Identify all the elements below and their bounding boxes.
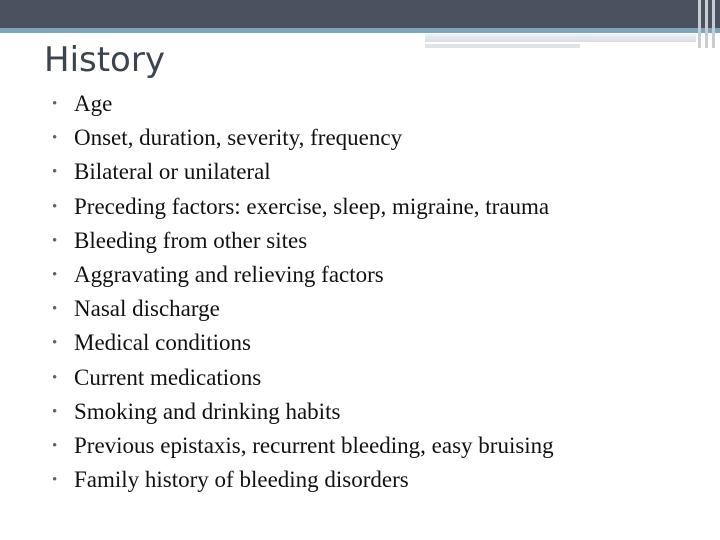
bullet-item	[52, 224, 712, 258]
bullet-text: Preceding factors: exercise, sleep, migraine, trauma	[74, 193, 550, 219]
bullet-text: Bilateral or unilateral	[74, 159, 271, 185]
bullet-item	[52, 326, 712, 360]
corner-accent-stripes	[696, 0, 720, 48]
bullet-item	[52, 258, 712, 292]
bullet-item	[52, 395, 712, 429]
bullet-text: Bleeding from other sites	[74, 227, 308, 253]
bullet-text: Medical conditions	[74, 330, 251, 356]
bullet-icon: •	[52, 472, 58, 489]
bullet-text: Current medications	[74, 364, 262, 390]
bullet-icon: •	[52, 437, 58, 454]
title-decor-bar	[425, 34, 696, 42]
bullet-text: Smoking and drinking habits	[74, 398, 341, 424]
bullet-list	[52, 87, 712, 497]
bullet-text: Age	[74, 91, 113, 116]
bullet-icon: •	[52, 232, 58, 249]
bullet-text: Onset, duration, severity, frequency	[74, 125, 403, 151]
bullet-item	[52, 121, 712, 155]
bullet-icon: •	[52, 369, 58, 386]
bullet-icon: •	[52, 266, 58, 283]
bullet-icon: •	[52, 198, 58, 215]
bullet-icon: •	[52, 403, 58, 420]
header-accent-line	[0, 28, 720, 33]
bullet-text: Previous epistaxis, recurrent bleeding, easy bruising	[74, 432, 554, 458]
bullet-text: Aggravating and relieving factors	[74, 261, 384, 287]
title-decor-bar-secondary	[425, 44, 580, 48]
bullet-text: Family history of bleeding disorders	[74, 467, 409, 493]
bullet-icon: •	[52, 335, 58, 352]
header-band	[0, 0, 720, 28]
bullet-item	[52, 87, 712, 121]
bullet-item	[52, 155, 712, 189]
bullet-item	[52, 429, 712, 463]
bullet-item	[52, 190, 712, 224]
bullet-icon: •	[52, 301, 58, 318]
bullet-icon: •	[52, 96, 58, 112]
bullet-icon: •	[52, 130, 58, 147]
bullet-item	[52, 361, 712, 395]
bullet-item	[52, 292, 712, 326]
slide-title: History	[44, 40, 165, 80]
bullet-icon: •	[52, 164, 58, 181]
bullet-item	[52, 463, 712, 497]
bullet-text: Nasal discharge	[74, 296, 220, 322]
